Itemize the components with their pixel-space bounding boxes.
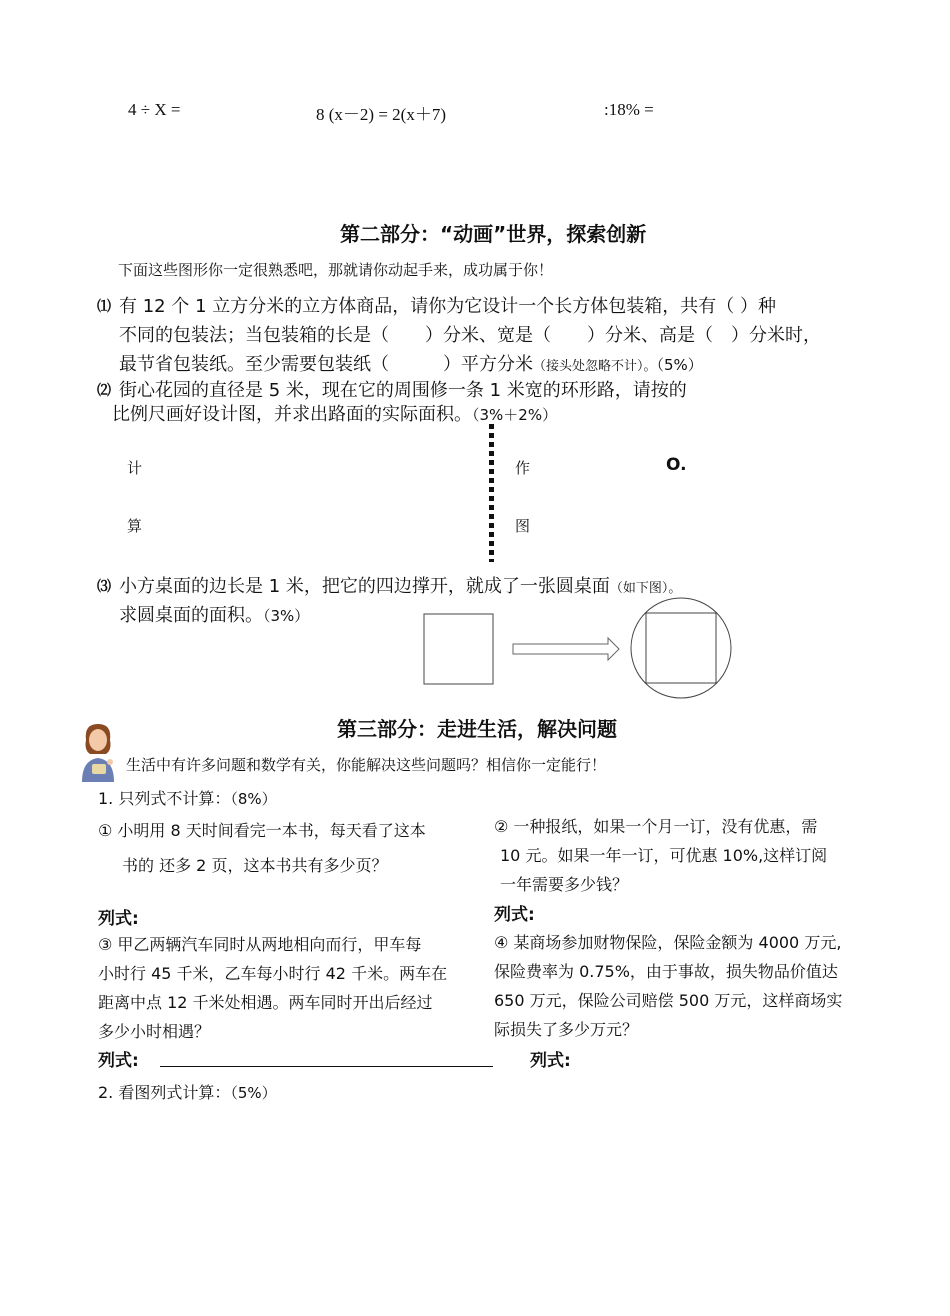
section2-score: （5%） <box>230 1084 277 1102</box>
teacher-illustration-icon <box>76 720 120 784</box>
draw-label-1: 作 <box>515 459 531 477</box>
q2-score: （3%＋2%） <box>472 406 558 424</box>
equation-3: :18% = <box>604 100 654 119</box>
q3-number: ⑶ <box>97 579 111 595</box>
part3-intro: 生活中有许多问题和数学有关，你能解决这些问题吗？相信你一定能行！ <box>126 756 607 774</box>
q1-line3-note: （接头处忽略不计）。 <box>533 359 657 374</box>
divider-dashed-line <box>489 424 494 562</box>
square-table-shape <box>424 614 493 684</box>
q3-line2 <box>119 601 309 627</box>
table-transform-diagram <box>418 590 748 700</box>
calc-label-1: 计 <box>127 459 143 477</box>
problem2-line3: 一年需要多少钱？ <box>500 875 629 894</box>
problem1-line1: ① 小明用 8 天时间看完一本书，每天看了这本 <box>98 821 426 840</box>
q2-line2-text: 比例尺画好设计图，并求出路面的实际面积。 <box>112 404 472 425</box>
q1-line3-text: 最节省包装纸。至少需要包装纸（ ）平方分米 <box>119 354 533 375</box>
q2-number: ⑵ <box>97 383 111 399</box>
problem4-line2: 保险费率为 0.75%，由于事故，损失物品价值达 <box>494 962 838 981</box>
section1-heading-text: 1. 只列式不计算： <box>98 789 231 808</box>
section1-score: （8%） <box>230 790 277 808</box>
formula-label-1: 列式: <box>98 909 139 929</box>
q1-line3 <box>119 350 703 376</box>
formula-label-3: 列式: <box>98 1051 139 1071</box>
problem3-line4: 多少小时相遇？ <box>98 1022 211 1041</box>
q1-score: （5%） <box>656 356 703 374</box>
problem4-line4: 际损失了多少万元？ <box>494 1020 639 1039</box>
equation-1: 4 ÷ X = <box>128 100 181 119</box>
part2-title: 第二部分：“动画”世界，探索创新 <box>340 222 647 246</box>
transform-arrow-icon <box>513 638 619 660</box>
part2-intro: 下面这些图形你一定很熟悉吧，那就请你动起手来，成功属于你！ <box>118 261 554 279</box>
q2-line2 <box>112 400 557 426</box>
q1-line1: 有 12 个 1 立方分米的立方体商品，请你为它设计一个长方体包装箱，共有（ ）种 <box>119 296 776 317</box>
q2-line1: 街心花园的直径是 5 米，现在它的周围修一条 1 米宽的环形路，请按的 <box>119 380 687 401</box>
section2-heading-text: 2. 看图列式计算： <box>98 1083 231 1102</box>
formula-label-2: 列式: <box>494 905 535 925</box>
problem4-line1: ④ 某商场参加财物保险，保险金额为 4000 万元, <box>494 933 842 952</box>
q3-line1-note: （如下图）。 <box>609 581 682 596</box>
equation-2: 8 (x－2) = 2(x＋7) <box>316 105 446 124</box>
problem4-line3: 650 万元，保险公司赔偿 500 万元，这样商场实 <box>494 991 843 1010</box>
problem1-line2: 书的 还多 2 页，这本书共有多少页？ <box>122 856 388 875</box>
q3-line2-text: 求圆桌面的面积。 <box>119 605 263 626</box>
q1-number: ⑴ <box>97 299 111 315</box>
problem2-line2: 10 元。如果一年一订，可优惠 10%,这样订阅 <box>500 846 828 865</box>
calc-label-2: 算 <box>127 517 143 535</box>
problem2-line1: ② 一种报纸，如果一个月一订，没有优惠，需 <box>494 817 818 836</box>
q3-score: （3%） <box>263 607 310 625</box>
section2-heading <box>98 1080 277 1103</box>
formula-label-4: 列式: <box>530 1051 571 1071</box>
section1-heading <box>98 786 277 809</box>
q1-line2: 不同的包装法；当包装箱的长是（ ）分米、宽是（ ）分米、高是（ ）分米时， <box>119 325 821 346</box>
q3-line1-text: 小方桌面的边长是 1 米，把它的四边撑开，就成了一张圆桌面 <box>119 576 610 597</box>
answer-underline <box>160 1066 493 1067</box>
draw-label-2: 图 <box>515 517 531 535</box>
center-point-o: O. <box>666 455 687 475</box>
inscribed-square-shape <box>646 613 716 683</box>
problem3-line3: 距离中点 12 千米处相遇。两车同时开出后经过 <box>98 993 433 1012</box>
problem3-line1: ③ 甲乙两辆汽车同时从两地相向而行，甲车每 <box>98 935 422 954</box>
part3-title: 第三部分：走进生活，解决问题 <box>337 717 617 741</box>
problem3-line2: 小时行 45 千米，乙车每小时行 42 千米。两车在 <box>98 964 448 983</box>
